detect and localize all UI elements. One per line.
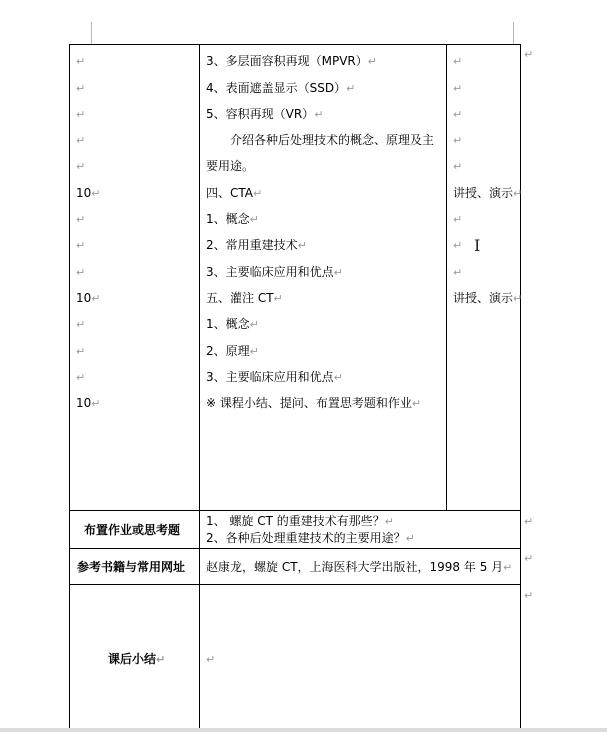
time-cell: ↵ (76, 55, 86, 68)
table-border-left (69, 44, 70, 728)
summary-label: 课后小结↵ (108, 652, 166, 666)
method-cell: ↵ (453, 239, 463, 252)
table-border-right (520, 44, 521, 728)
column-divider-time-content (199, 44, 200, 728)
end-of-row-mark: ↵ (524, 589, 534, 602)
content-cell[interactable]: 1、概念↵ (206, 317, 259, 331)
method-cell: ↵ (453, 55, 463, 68)
homework-label: 布置作业或思考题 (84, 523, 181, 537)
content-cell[interactable]: 2、常用重建技术↵ (206, 238, 307, 252)
content-cell[interactable]: 介绍各种后处理技术的概念、原理及主 (206, 133, 435, 147)
method-cell: 讲授、演示↵ (453, 291, 523, 305)
homework-line[interactable]: 1、 螺旋 CT 的重建技术有那些？↵ (206, 514, 395, 528)
table-border-top (69, 44, 521, 45)
method-cell: ↵ (453, 134, 463, 147)
time-cell: ↵ (76, 345, 86, 358)
content-cell[interactable]: 2、原理↵ (206, 344, 259, 358)
method-cell: 讲授、演示↵ (453, 186, 523, 200)
method-cell: ↵ (453, 213, 463, 226)
method-cell: ↵ (453, 82, 463, 95)
end-of-row-mark: ↵ (524, 552, 534, 565)
time-cell: ↵ (76, 266, 86, 279)
text-cursor-icon: I (474, 236, 481, 255)
time-cell: ↵ (76, 82, 86, 95)
method-cell: ↵ (453, 160, 463, 173)
row-divider-reference-top (69, 548, 521, 549)
content-cell[interactable]: 3、多层面容积再现（MPVR）↵ (206, 54, 377, 68)
content-cell[interactable]: 四、CTA↵ (206, 186, 263, 200)
content-cell[interactable]: 五、灌注 CT↵ (206, 291, 283, 305)
end-of-row-mark: ↵ (524, 48, 534, 61)
time-cell: ↵ (76, 108, 86, 121)
method-cell: ↵ (453, 266, 463, 279)
content-cell[interactable]: 3、主要临床应用和优点↵ (206, 265, 343, 279)
column-divider-content-method (446, 44, 447, 510)
time-cell: ↵ (76, 160, 86, 173)
reference-text[interactable]: 赵康龙，螺旋 CT，上海医科大学出版社，1998 年 5 月↵ (206, 560, 513, 574)
homework-line[interactable]: 2、各种后处理重建技术的主要用途？↵ (206, 531, 415, 545)
page-bottom-edge (0, 728, 607, 732)
time-cell: 10↵ (76, 186, 101, 200)
time-cell: ↵ (76, 371, 86, 384)
content-cell[interactable]: 1、概念↵ (206, 212, 259, 226)
method-cell: ↵ (453, 108, 463, 121)
summary-text[interactable]: ↵ (206, 653, 216, 666)
reference-label: 参考书籍与常用网址 (77, 560, 186, 574)
time-cell: ↵ (76, 213, 86, 226)
content-cell[interactable]: 4、表面遮盖显示（SSD）↵ (206, 81, 356, 95)
time-cell: 10↵ (76, 396, 101, 410)
time-cell: ↵ (76, 239, 86, 252)
crop-mark-top-right-vertical (513, 22, 514, 44)
time-cell: 10↵ (76, 291, 101, 305)
end-of-row-mark: ↵ (524, 515, 534, 528)
content-cell[interactable]: 5、容积再现（VR）↵ (206, 107, 324, 121)
content-cell[interactable]: ※ 课程小结、提问、布置思考题和作业↵ (206, 396, 422, 410)
crop-mark-top-left-vertical (91, 22, 92, 44)
time-cell: ↵ (76, 134, 86, 147)
time-cell: ↵ (76, 318, 86, 331)
row-divider-summary-top (69, 584, 521, 585)
row-divider-homework-top (69, 510, 521, 511)
content-cell[interactable]: 3、主要临床应用和优点↵ (206, 370, 343, 384)
content-cell[interactable]: 要用途。 (206, 159, 255, 173)
